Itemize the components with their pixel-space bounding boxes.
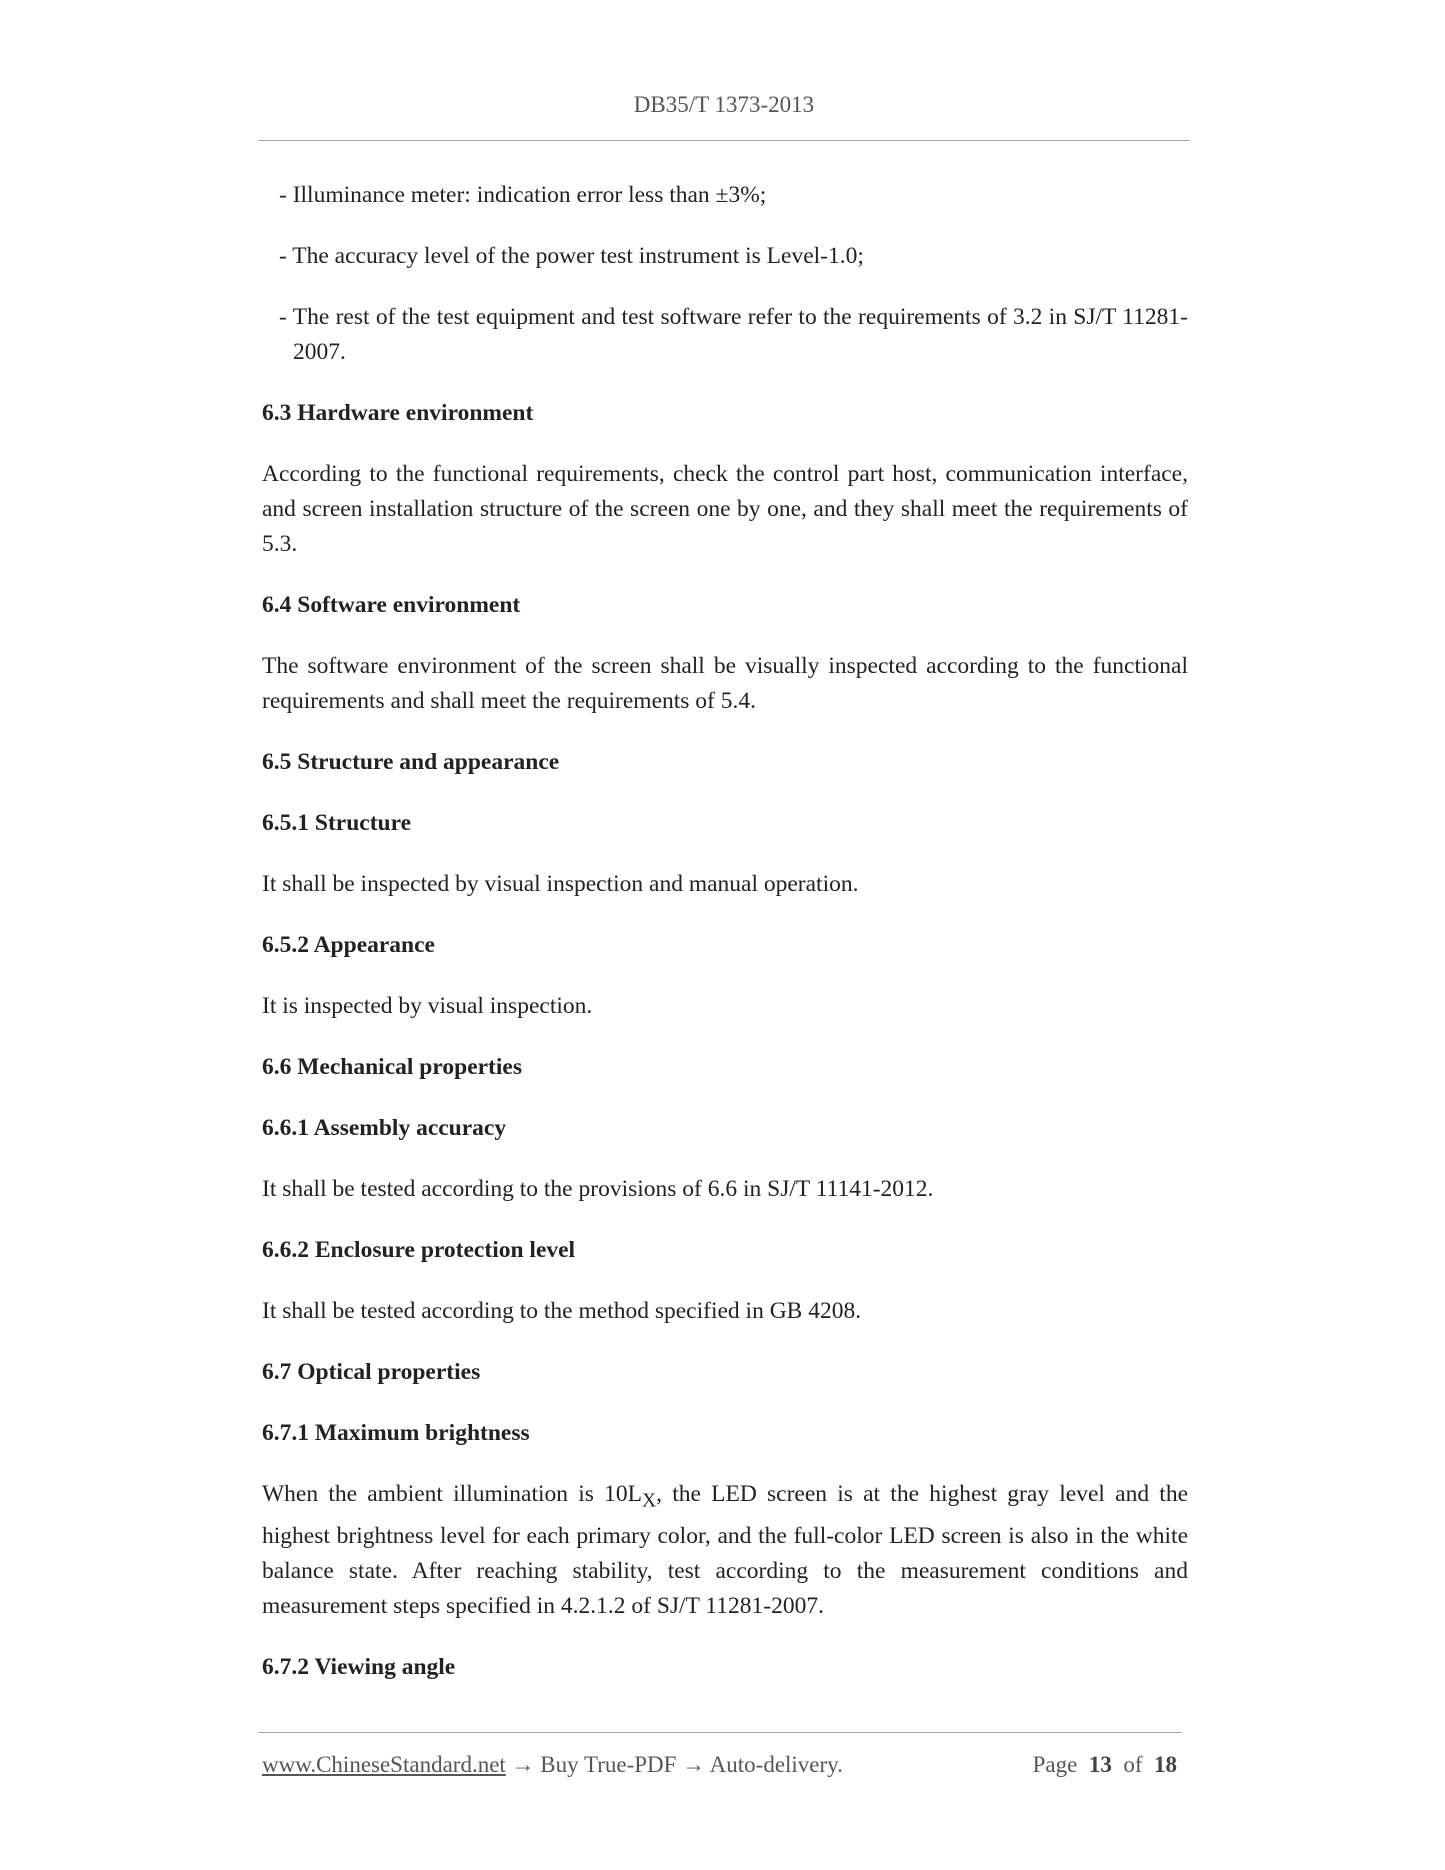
section-heading-6-5-1: 6.5.1 Structure — [262, 810, 412, 836]
section-paragraph-6-5-1: It shall be inspected by visual inspection and manual operation. — [262, 871, 859, 897]
website-link[interactable]: www.ChineseStandard.net — [262, 1752, 506, 1777]
document-id-header: DB35/T 1373-2013 — [633, 92, 815, 117]
unit-subscript: X — [641, 1490, 657, 1512]
list-item: - The accuracy level of the power test instrument is Level-1.0; — [279, 243, 864, 269]
of-label: of — [1123, 1752, 1143, 1777]
paragraph-text: When the ambient illumination is 10L — [262, 1481, 642, 1507]
section-heading-6-7-1: 6.7.1 Maximum brightness — [262, 1420, 530, 1446]
footer-divider — [258, 1732, 1182, 1733]
page-content — [262, 178, 1188, 1711]
list-item: - The rest of the test equipment and test software refer to the requirements of 3.2 in SJ/T 11281-2007. — [279, 304, 1188, 365]
paragraph-text: , the LED screen is at the highest gray level and the highest brightness level for each primary color, and the full-color LED screen is also in the white balance state. After reaching stability, test according to the measurement conditions and measurement steps specified in 4.2.1.2 of SJ/T 11281-2007. — [262, 1481, 1188, 1619]
total-pages: 18 — [1154, 1752, 1177, 1777]
section-heading-6-4: 6.4 Software environment — [262, 592, 521, 618]
section-heading-6-3: 6.3 Hardware environment — [262, 400, 534, 426]
section-heading-6-5-2: 6.5.2 Appearance — [262, 932, 435, 958]
footer-promo — [262, 1752, 843, 1778]
section-heading-6-6-2: 6.6.2 Enclosure protection level — [262, 1237, 576, 1263]
section-paragraph-6-4: The software environment of the screen shall be visually inspected according to the functional requirements and shall meet the requirements of 5.4. — [262, 653, 1188, 714]
section-paragraph-6-3: According to the functional requirements, check the control part host, communication interface, and screen installation structure of the screen one by one, and they shall meet the requirements of 5.3. — [262, 461, 1188, 557]
section-heading-6-7-2: 6.7.2 Viewing angle — [262, 1653, 456, 1680]
list-item: - Illuminance meter: indication error less than ±3%; — [279, 182, 767, 208]
section-paragraph-6-5-2: It is inspected by visual inspection. — [262, 993, 593, 1019]
section-paragraph-6-6-2: It shall be tested according to the method specified in GB 4208. — [262, 1298, 862, 1324]
section-heading-6-6: 6.6 Mechanical properties — [262, 1054, 522, 1080]
current-page: 13 — [1088, 1752, 1112, 1777]
section-paragraph-6-6-1: It shall be tested according to the provisions of 6.6 in SJ/T 11141-2012. — [262, 1176, 934, 1202]
section-paragraph-6-7-1 — [262, 1477, 1188, 1624]
section-heading-6-5: 6.5 Structure and appearance — [262, 749, 560, 775]
page-number — [1033, 1752, 1177, 1778]
section-heading-6-7: 6.7 Optical properties — [262, 1359, 481, 1385]
page-label: Page — [1032, 1752, 1078, 1777]
section-heading-6-6-1: 6.6.1 Assembly accuracy — [262, 1115, 507, 1141]
footer-promo-text: → Buy True-PDF → Auto-delivery. — [505, 1752, 843, 1777]
header-divider — [258, 140, 1190, 141]
